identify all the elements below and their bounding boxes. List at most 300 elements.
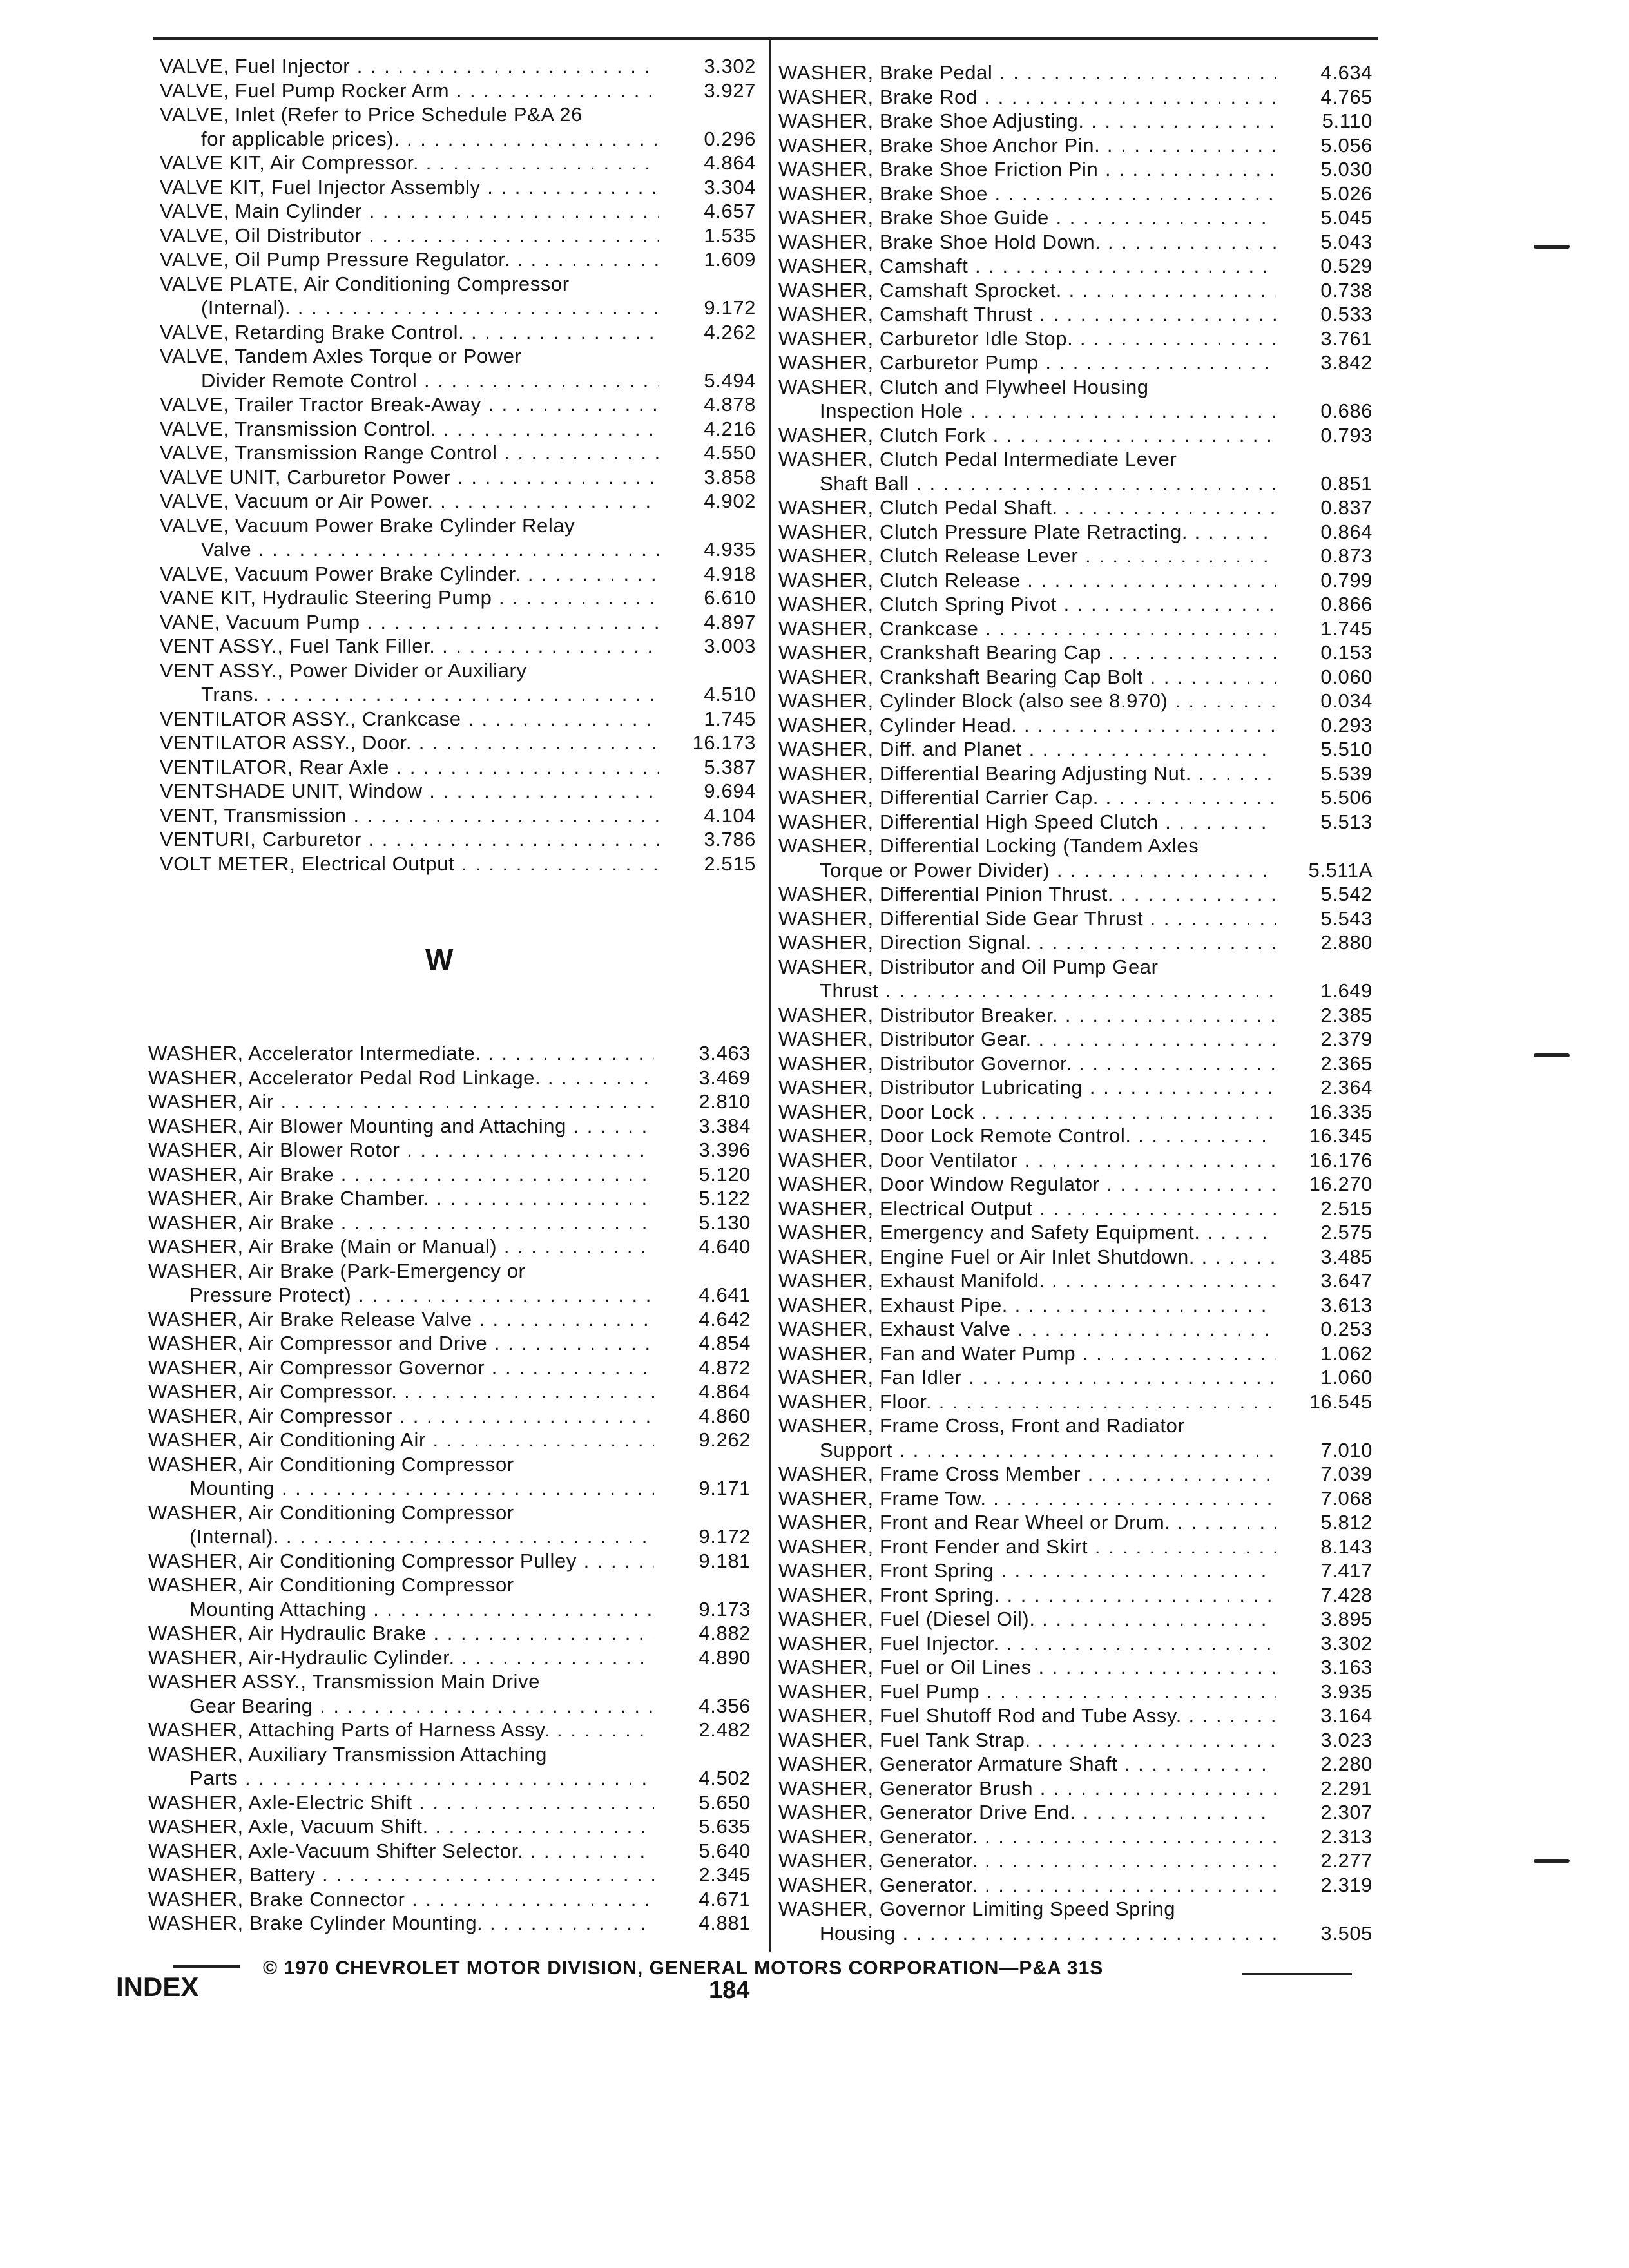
index-entry (778, 1245, 1373, 1269)
index-entry (148, 1911, 751, 1936)
entry-description-text: WASHER, Generator. (778, 1849, 978, 1872)
entry-description-text: WASHER, Distributor Breaker. (778, 1003, 1059, 1026)
entry-description-text: VENTURI, Carburetor (160, 828, 361, 850)
entry-description (160, 489, 659, 514)
entry-reference-number: 6.610 (704, 586, 756, 609)
index-entry (160, 707, 756, 731)
entry-description (148, 1839, 654, 1863)
entry-description-text: VALVE, Oil Distributor (160, 224, 362, 247)
entry-description-continuation: Support . . . (778, 1438, 1276, 1463)
entry-description-text: WASHER, Brake Connector (148, 1887, 405, 1910)
entry-description-continuation: Mounting . . . (148, 1476, 654, 1501)
entry-description (778, 640, 1276, 665)
index-entry (778, 1631, 1373, 1656)
entry-description-text: WASHER, Generator Armature Shaft (778, 1753, 1118, 1775)
entry-description-text: VENT ASSY., Power Divider or Auxiliary (160, 658, 527, 682)
entry-description-text: WASHER, Air (148, 1090, 274, 1113)
entry-description (778, 1462, 1276, 1486)
index-entry (160, 634, 756, 658)
entry-reference-number: 16.270 (1309, 1173, 1373, 1195)
entry-description (160, 54, 659, 79)
entry-description-text: WASHER, Air Hydraulic Brake (148, 1622, 427, 1644)
entry-description-text: WASHER, Carburetor Idle Stop. (778, 327, 1074, 350)
index-entry (160, 852, 756, 876)
index-entry (148, 1162, 751, 1187)
entry-description-text: WASHER, Axle-Electric Shift (148, 1791, 412, 1814)
entry-description-text: WASHER, Brake Pedal (778, 61, 993, 84)
entry-reference-number: 0.866 (1320, 593, 1373, 615)
entry-description (778, 1486, 1276, 1511)
entry-description-text: WASHER, Fuel Shutoff Rod and Tube Assy. (778, 1704, 1182, 1727)
entry-reference-number: 1.535 (704, 224, 756, 247)
entry-description-text: WASHER, Differential Bearing Adjusting Nut. (778, 762, 1191, 785)
entry-reference-number: 3.505 (1320, 1921, 1373, 1945)
index-entry (778, 1317, 1373, 1341)
entry-reference-number: 0.529 (1320, 255, 1373, 277)
entry-description-text: WASHER, Brake Shoe Friction Pin (778, 158, 1099, 180)
entry-reference-number: 1.649 (1320, 979, 1373, 1002)
index-entry (778, 1510, 1373, 1535)
entry-description-text: WASHER, Door Lock Remote Control. (778, 1124, 1132, 1147)
entry-description-text: WASHER, Air-Hydraulic Cylinder. (148, 1646, 455, 1669)
entry-description (778, 351, 1276, 375)
entry-description (778, 568, 1276, 593)
entry-description-text: WASHER, Front Spring. (778, 1583, 1000, 1606)
index-entry (148, 1863, 751, 1887)
entry-description (778, 1800, 1276, 1825)
index-entry (148, 1742, 751, 1791)
entry-description-text: WASHER, Clutch Pedal Shaft. (778, 496, 1058, 519)
entry-description (148, 1235, 654, 1259)
index-entry (148, 1549, 751, 1573)
index-entry (160, 658, 756, 707)
entry-reference-number: 4.104 (704, 803, 756, 827)
entry-description-text: VENT, Transmission (160, 803, 347, 827)
entry-description (148, 1501, 654, 1549)
entry-reference-number: 3.163 (1320, 1656, 1373, 1678)
entry-description-text: WASHER, Cylinder Head. (778, 713, 1017, 736)
entry-description-text: VENTILATOR ASSY., Crankcase (160, 707, 461, 730)
entry-description-text: WASHER, Air Brake (Park-Emergency or (148, 1259, 526, 1282)
entry-description (778, 1341, 1276, 1366)
entry-description-text: VANE KIT, Hydraulic Steering Pump (160, 586, 492, 609)
entry-description-text: WASHER, Brake Rod (778, 85, 978, 108)
index-entry (778, 1075, 1373, 1100)
entry-reference-number: 0.293 (1320, 713, 1373, 736)
entry-reference-number: 5.030 (1320, 158, 1373, 180)
entry-description (778, 1655, 1276, 1680)
entry-description (148, 1379, 654, 1404)
entry-description-text: WASHER, Air Brake (Main or Manual) (148, 1235, 497, 1258)
index-entry (778, 520, 1373, 544)
entry-reference-number: 4.881 (699, 1912, 751, 1934)
entry-description-text: WASHER, Air Conditioning Compressor (148, 1501, 514, 1524)
entry-reference-number: 4.872 (699, 1356, 751, 1379)
entry-description-text: WASHER, Auxiliary Transmission Attaching (148, 1742, 547, 1765)
entry-description-text: WASHER, Exhaust Valve (778, 1318, 1011, 1340)
entry-reference-number: 3.302 (1320, 1631, 1373, 1655)
entry-reference-number: 1.062 (1320, 1341, 1373, 1365)
entry-reference-number: 9.173 (699, 1597, 751, 1620)
entry-description-continuation: Divider Remote Control . . . (160, 369, 659, 393)
entry-description-text: VALVE, Transmission Control. (160, 417, 437, 440)
entry-description (778, 544, 1276, 568)
entry-reference-number: 2.307 (1320, 1801, 1373, 1823)
index-entry (160, 779, 756, 803)
entry-description-text: VALVE, Vacuum or Air Power. (160, 490, 434, 512)
entry-reference-number: 1.060 (1320, 1366, 1373, 1389)
index-entry (148, 1839, 751, 1863)
entry-description (160, 102, 659, 151)
entry-reference-number: 9.262 (699, 1428, 751, 1451)
entry-description (148, 1090, 654, 1114)
entry-reference-number: 7.428 (1320, 1583, 1373, 1606)
index-entry (148, 1259, 751, 1307)
entry-description-text: VALVE, Vacuum Power Brake Cylinder. (160, 562, 521, 585)
entry-description-text: WASHER, Distributor Governor. (778, 1052, 1072, 1075)
entry-description (148, 1331, 654, 1356)
entry-description-text: WASHER, Electrical Output (778, 1196, 1033, 1220)
index-entry (160, 392, 756, 417)
index-entry (778, 1897, 1373, 1945)
index-entry (160, 755, 756, 780)
index-entry (778, 665, 1373, 689)
index-entry (160, 586, 756, 610)
index-entry (778, 1027, 1373, 1052)
index-entry (778, 955, 1373, 1003)
entry-description (148, 1669, 654, 1718)
entry-reference-number: 2.277 (1320, 1849, 1373, 1872)
entry-description (160, 441, 659, 465)
entry-reference-number: 4.860 (699, 1404, 751, 1427)
entry-reference-number: 16.173 (692, 731, 756, 754)
entry-description-text: WASHER, Emergency and Safety Equipment. (778, 1221, 1200, 1244)
entry-reference-number: 2.385 (1320, 1003, 1373, 1026)
entry-description (778, 785, 1276, 810)
entry-description (160, 224, 659, 248)
entry-description-continuation: Parts . . . (148, 1766, 654, 1791)
entry-description-text: WASHER, Brake Shoe Adjusting. (778, 110, 1084, 132)
entry-description-text: WASHER, Differential Locking (Tandem Axles (778, 834, 1199, 857)
index-entry (160, 441, 756, 465)
entry-description-text: WASHER, Clutch Pedal Intermediate Lever (778, 448, 1177, 470)
footer-index-label: INDEX (116, 1972, 199, 2002)
entry-description-text: VENTILATOR, Rear Axle (160, 755, 390, 778)
entry-description-text: WASHER, Camshaft Sprocket. (778, 278, 1062, 302)
entry-description-text: WASHER, Air Brake Chamber. (148, 1187, 430, 1209)
entry-reference-number: 4.502 (699, 1767, 751, 1789)
entry-description (778, 955, 1276, 1003)
entry-description (148, 1114, 654, 1139)
entry-description (148, 1887, 654, 1912)
entry-description (778, 1317, 1276, 1341)
index-entry (148, 1186, 751, 1211)
entry-description-text: WASHER, Accelerator Intermediate. (148, 1042, 481, 1064)
entry-description-text: WASHER, Generator. (778, 1825, 978, 1848)
index-entry (778, 1124, 1373, 1148)
entry-description-text: VALVE UNIT, Carburetor Power (160, 465, 451, 488)
entry-description (778, 495, 1276, 520)
entry-reference-number: 5.045 (1320, 206, 1373, 229)
entry-reference-number: 8.143 (1320, 1535, 1373, 1558)
index-entry (778, 61, 1373, 85)
entry-reference-number: 3.469 (699, 1066, 751, 1089)
entry-description-text: WASHER, Air Compressor Governor (148, 1356, 485, 1379)
entry-description (148, 1452, 654, 1501)
entry-reference-number: 2.379 (1320, 1028, 1373, 1050)
entry-description (778, 1220, 1276, 1245)
entry-description-text: WASHER, Accelerator Pedal Rod Linkage. (148, 1066, 541, 1089)
entry-reference-number: 4.671 (699, 1887, 751, 1910)
entry-description (148, 1646, 654, 1670)
entry-description-text: VALVE, Oil Pump Pressure Regulator. (160, 248, 510, 271)
entry-reference-number: 5.043 (1320, 230, 1373, 253)
index-entry (778, 640, 1373, 665)
entry-reference-number: 3.485 (1320, 1245, 1373, 1268)
entry-reference-number: 2.880 (1320, 931, 1373, 954)
entry-description (160, 731, 659, 755)
entry-reference-number: 5.026 (1320, 182, 1373, 205)
index-entry (778, 1100, 1373, 1124)
entry-description-text: WASHER, Carburetor Pump (778, 351, 1039, 374)
entry-description (148, 1041, 654, 1066)
entry-reference-number: 3.302 (704, 55, 756, 77)
entry-reference-number: 4.918 (704, 562, 756, 585)
entry-description-text: WASHER, Air Blower Rotor (148, 1139, 400, 1161)
entry-description (778, 930, 1276, 955)
entry-description-text: WASHER, Floor. (778, 1390, 932, 1413)
footer-copyright: © 1970 CHEVROLET MOTOR DIVISION, GENERAL MOTORS CORPORATION—P&A 31S (263, 1957, 1104, 1979)
entry-reference-number: 4.854 (699, 1332, 751, 1354)
entry-description-text: WASHER, Air Conditioning Compressor (148, 1452, 514, 1475)
washer-left-column (148, 1041, 751, 1936)
entry-description (148, 1307, 654, 1332)
entry-description (148, 1863, 654, 1887)
entry-reference-number: 0.851 (1320, 472, 1373, 495)
entry-description-continuation: Gear Bearing . . . (148, 1694, 654, 1718)
index-entry (778, 375, 1373, 423)
index-entry (160, 514, 756, 562)
index-entry (160, 465, 756, 490)
entry-description (778, 182, 1276, 206)
entry-description-text: VENTILATOR ASSY., Door. (160, 731, 412, 754)
index-entry (778, 1849, 1373, 1873)
entry-reference-number: 2.291 (1320, 1776, 1373, 1800)
index-entry (778, 1148, 1373, 1173)
entry-reference-number: 2.575 (1320, 1221, 1373, 1244)
entry-description (778, 810, 1276, 834)
entry-description (148, 1549, 654, 1573)
entry-description-continuation: Shaft Ball . . . (778, 472, 1276, 496)
entry-description-continuation: (Internal). . . . (160, 296, 659, 320)
entry-description (148, 1718, 654, 1742)
entry-reference-number: 7.010 (1320, 1438, 1373, 1461)
entry-description (160, 610, 659, 635)
entry-description (778, 1293, 1276, 1318)
index-entry (148, 1573, 751, 1621)
index-entry (778, 230, 1373, 255)
entry-description (160, 199, 659, 224)
entry-description-text: WASHER ASSY., Transmission Main Drive (148, 1670, 540, 1693)
index-entry (778, 1462, 1373, 1486)
entry-reference-number: 4.510 (704, 683, 756, 706)
entry-description-text: WASHER, Distributor Gear. (778, 1028, 1032, 1050)
entry-description-text: WASHER, Clutch and Flywheel Housing (778, 375, 1149, 398)
index-entry (160, 199, 756, 224)
entry-description (778, 520, 1276, 544)
index-entry (778, 810, 1373, 834)
entry-reference-number: 2.515 (1320, 1196, 1373, 1220)
entry-reference-number: 5.387 (704, 755, 756, 778)
index-entry (160, 827, 756, 852)
entry-description-text: WASHER, Fuel Injector. (778, 1631, 999, 1655)
entry-description-text: WASHER, Brake Shoe Anchor Pin. (778, 133, 1101, 157)
entry-description (148, 1911, 654, 1936)
entry-reference-number: 3.647 (1320, 1269, 1373, 1292)
entry-reference-number: 5.635 (699, 1815, 751, 1838)
entry-description (148, 1428, 654, 1452)
entry-description-text: WASHER, Engine Fuel or Air Inlet Shutdown. (778, 1245, 1195, 1268)
entry-description (778, 61, 1276, 85)
entry-description (778, 1559, 1276, 1583)
entry-description-text: WASHER, Frame Tow. (778, 1486, 987, 1510)
index-entry (778, 592, 1373, 617)
index-entry (778, 1196, 1373, 1221)
index-entry (778, 85, 1373, 110)
index-entry (160, 562, 756, 586)
index-entry (778, 1655, 1373, 1680)
entry-description (778, 1776, 1276, 1801)
entry-reference-number: 1.745 (704, 707, 756, 730)
entry-description (148, 1742, 654, 1791)
entry-description (148, 1621, 654, 1646)
entry-description-text: VANE, Vacuum Pump (160, 610, 360, 633)
entry-description-continuation: (Internal). . . . (148, 1524, 654, 1549)
entry-description-continuation: Housing . . . (778, 1921, 1276, 1946)
entry-description (778, 1631, 1276, 1656)
entry-reference-number: 4.890 (699, 1646, 751, 1669)
entry-reference-number: 4.640 (699, 1235, 751, 1258)
entry-description-text: WASHER, Air Compressor and Drive (148, 1332, 488, 1354)
entry-reference-number: 0.799 (1320, 568, 1373, 591)
entry-description-text: WASHER, Direction Signal. (778, 931, 1032, 954)
entry-description-text: WASHER, Generator. (778, 1873, 978, 1896)
entry-reference-number: 0.738 (1320, 278, 1373, 302)
entry-reference-number: 0.686 (1320, 399, 1373, 422)
entry-description (778, 327, 1276, 351)
entry-reference-number: 0.864 (1320, 520, 1373, 543)
entry-reference-number: 0.533 (1320, 303, 1373, 325)
index-entry (160, 272, 756, 320)
entry-description-text: WASHER, Air Brake (148, 1211, 334, 1234)
index-entry (160, 731, 756, 755)
entry-description-text: WASHER, Exhaust Manifold. (778, 1269, 1045, 1292)
entry-description-text: WASHER, Air Brake Release Valve (148, 1307, 472, 1331)
entry-reference-number: 16.345 (1309, 1124, 1373, 1147)
entry-description-text: WASHER, Frame Cross, Front and Radiator (778, 1414, 1185, 1437)
entry-description (778, 1245, 1276, 1269)
entry-description-text: WASHER, Fuel Pump (778, 1680, 980, 1703)
index-entry (160, 151, 756, 175)
entry-reference-number: 3.842 (1320, 351, 1373, 374)
entry-description (160, 658, 659, 707)
entry-description (160, 247, 659, 272)
index-entry (778, 1003, 1373, 1028)
index-entry (778, 423, 1373, 448)
index-entry (148, 1379, 751, 1404)
index-entry (778, 1825, 1373, 1849)
index-entry (778, 302, 1373, 327)
index-entry (778, 1559, 1373, 1583)
entry-description (148, 1211, 654, 1235)
entry-reference-number: 4.897 (704, 610, 756, 633)
entry-description-text: WASHER, Axle-Vacuum Shifter Selector. (148, 1839, 524, 1862)
index-entry (778, 1269, 1373, 1293)
entry-description (778, 1052, 1276, 1076)
entry-description-text: VALVE PLATE, Air Conditioning Compressor (160, 272, 570, 295)
entry-description (778, 1124, 1276, 1148)
index-entry (778, 544, 1373, 568)
entry-description-text: WASHER, Governor Limiting Speed Spring (778, 1898, 1176, 1920)
entry-description (778, 592, 1276, 617)
entry-reference-number: 3.786 (704, 828, 756, 850)
entry-description (778, 1897, 1276, 1945)
entry-reference-number: 4.641 (699, 1283, 751, 1306)
entry-description (160, 465, 659, 490)
entry-description-text: WASHER, Differential Carrier Cap. (778, 786, 1099, 809)
valve-entries-column (160, 54, 756, 876)
entry-description (778, 133, 1276, 158)
entry-description-text: VALVE, Main Cylinder (160, 200, 363, 222)
index-entry (148, 1814, 751, 1839)
entry-description (160, 344, 659, 392)
index-entry (148, 1066, 751, 1090)
entry-reference-number: 5.542 (1320, 883, 1373, 905)
entry-reference-number: 2.482 (699, 1718, 751, 1741)
footer-rule-left (173, 1965, 240, 1968)
entry-reference-number: 4.765 (1320, 85, 1373, 108)
entry-description-text: WASHER, Distributor and Oil Pump Gear (778, 955, 1159, 978)
index-entry (778, 1052, 1373, 1076)
entry-description (778, 1003, 1276, 1028)
entry-reference-number: 5.122 (699, 1187, 751, 1209)
index-entry (778, 1535, 1373, 1559)
entry-description-continuation: Torque or Power Divider) . . . (778, 858, 1276, 883)
entry-description-text: WASHER, Attaching Parts of Harness Assy. (148, 1718, 550, 1741)
entry-description-text: VALVE, Trailer Tractor Break-Away (160, 393, 481, 416)
entry-description-text: WASHER, Air Conditioning Compressor Pulley (148, 1549, 577, 1572)
entry-description (160, 272, 659, 320)
entry-description-continuation: Inspection Hole . . . (778, 399, 1276, 423)
index-entry (160, 224, 756, 248)
entry-reference-number: 3.935 (1320, 1680, 1373, 1703)
index-entry (148, 1307, 751, 1332)
entry-description (778, 907, 1276, 931)
entry-description-text: WASHER, Diff. and Planet (778, 738, 1022, 760)
margin-mark (1534, 1053, 1570, 1057)
index-entry (778, 1776, 1373, 1801)
entry-description-text: WASHER, Clutch Release (778, 568, 1021, 591)
entry-reference-number: 4.935 (704, 538, 756, 561)
entry-description-text: WASHER, Air Compressor. (148, 1380, 398, 1403)
entry-description-continuation: Mounting Attaching . . . (148, 1597, 654, 1622)
entry-description-text: VENT ASSY., Fuel Tank Filler. (160, 635, 436, 657)
index-entry (778, 327, 1373, 351)
entry-description-text: WASHER, Front and Rear Wheel or Drum. (778, 1511, 1171, 1533)
entry-reference-number: 3.463 (699, 1042, 751, 1064)
entry-description-continuation: for applicable prices). . . . (160, 127, 659, 151)
entry-description-text: WASHER, Air Blower Mounting and Attaching (148, 1114, 566, 1137)
